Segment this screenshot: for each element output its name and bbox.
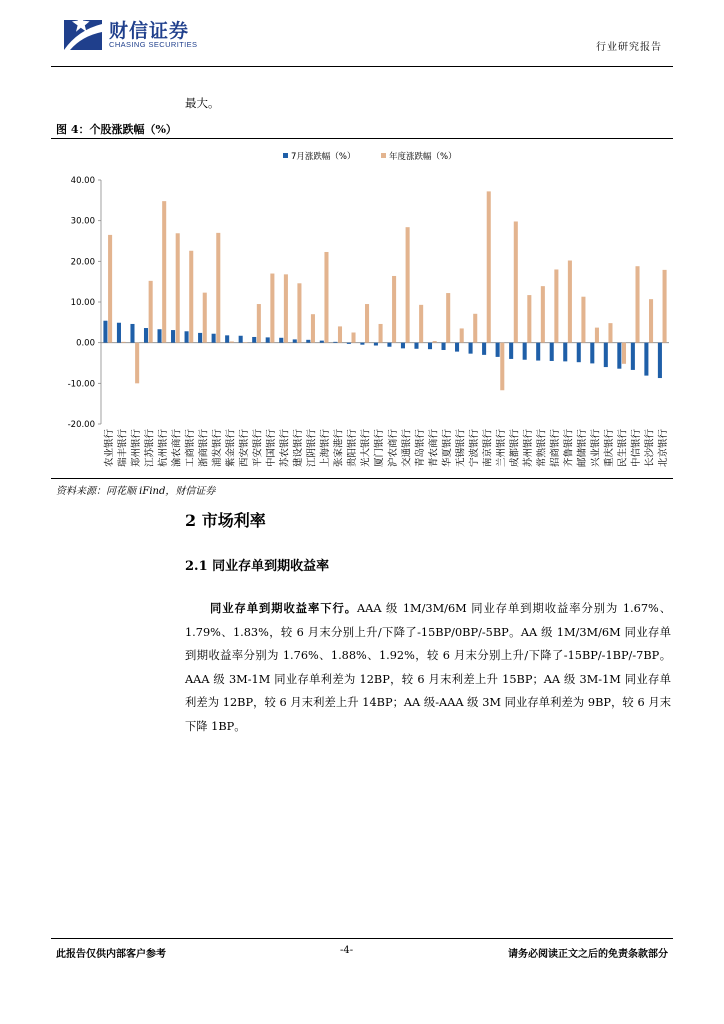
bar-july-change [320,341,324,343]
bar-july-change [279,338,283,343]
bar-july-change [387,343,391,347]
x-category-label: 青农商行 [428,429,440,468]
x-category-label: 平安银行 [252,429,264,468]
x-category-label: 紫金银行 [225,429,237,468]
bar-ytd-change [433,341,437,343]
bar-ytd-change [581,297,585,343]
company-logo [62,14,202,56]
bar-ytd-change [203,293,207,343]
x-category-label: 浙商银行 [198,429,210,468]
bar-july-change [658,343,662,378]
bar-july-change [442,343,446,350]
bar-july-change [360,343,364,345]
bar-july-change [306,340,310,343]
logo-chinese-name: 财信证券 [109,20,190,42]
legend-label-ytd: 年度涨跌幅（%） [389,152,457,162]
chart-bars [103,191,666,390]
bar-ytd-change [419,305,423,343]
stock-change-bar-chart [51,140,673,476]
x-category-label: 苏州银行 [523,429,534,468]
bar-july-change [617,343,621,369]
footer-divider [51,938,673,939]
bar-july-change [496,343,500,357]
bar-july-change [198,333,202,343]
bar-july-change [509,343,513,359]
x-category-label: 邮储银行 [577,429,589,468]
bar-july-change [590,343,594,364]
bar-july-change [212,334,216,343]
x-category-label: 兰州银行 [495,429,507,468]
bar-ytd-change [270,274,274,343]
bar-july-change [414,343,418,349]
x-category-label: 瑞丰银行 [117,429,129,468]
y-tick-label: 20.00 [70,257,95,268]
y-tick-label: -20.00 [67,420,95,430]
x-category-label: 民生银行 [617,429,629,468]
bar-ytd-change [460,328,464,342]
bar-ytd-change [541,286,545,343]
bar-ytd-change [514,221,518,342]
legend-label-july: 7月涨跌幅（%） [291,152,356,162]
y-tick-label: 40.00 [70,176,95,186]
bar-july-change [401,343,405,349]
legend-swatch-july [283,153,288,158]
bar-july-change [374,343,378,346]
x-category-label: 贵阳银行 [347,429,359,468]
footer-disclaimer-right: 请务必阅读正文之后的免责条款部分 [508,949,668,960]
bar-july-change [130,324,134,343]
x-category-label: 江阴银行 [306,429,318,468]
x-category-label: 苏农银行 [279,429,291,468]
bar-ytd-change [176,233,180,342]
x-category-label: 宁波银行 [468,429,480,468]
x-category-label: 江苏银行 [144,429,156,468]
paragraph-body: AAA 级 1M/3M/6M 同业存单到期收益率分别为 1.67%、1.79%、1.83%，较 6 月末分别上升/下降了-15BP/0BP/-5BP。AA 级 1M/3M/6M 同业存单到期收益率分别为 1.76%、1.88%、1.92%，较 6 月末分别上升/下降了-15BP/-1BP/-7BP。AAA 级 3M-1M 同业存单利差为 12BP，较 6 月末利差上升 15BP；AA 级 3M-1M 同业存单利差为 12BP，较 6 月末利差上升 14BP；AA 级-AAA 级 3M 同业存单利差为 9BP，较 6 月末下降 1BP。 [185,602,671,733]
bar-ytd-change [108,235,112,343]
bar-july-change [577,343,581,363]
bar-ytd-change [284,274,288,342]
bar-ytd-change [608,323,612,343]
x-category-label: 长沙银行 [644,429,656,468]
figure-source: 资料来源：同花顺 iFind，财信证券 [56,486,216,497]
bar-ytd-change [635,266,639,342]
bar-july-change [563,343,567,362]
bar-ytd-change [257,304,261,343]
bar-ytd-change [365,304,369,343]
x-category-label: 南京银行 [482,429,494,468]
x-category-label: 齐鲁银行 [563,429,575,468]
bar-july-change [482,343,486,355]
x-category-label: 沪农商行 [387,429,399,468]
bar-ytd-change [379,324,383,343]
x-category-label: 成都银行 [509,429,521,468]
bar-ytd-change [162,201,166,343]
bar-july-change [144,328,148,343]
x-axis-labels [103,429,669,468]
x-category-label: 渝农商行 [171,429,183,468]
figure-top-rule [51,138,673,139]
body-paragraph [185,597,671,738]
bar-ytd-change [663,270,667,343]
x-category-label: 华夏银行 [441,429,453,468]
header-divider [51,66,673,67]
bar-ytd-change [243,342,247,343]
bar-ytd-change [351,333,355,343]
bar-ytd-change [297,283,301,342]
bar-july-change [333,342,337,343]
bar-ytd-change [568,261,572,343]
y-tick-label: 0.00 [76,338,95,349]
bar-ytd-change [446,293,450,343]
section-heading: 2 市场利率 [185,511,266,530]
x-category-label: 郑州银行 [130,429,142,468]
bar-july-change [644,343,648,376]
x-category-label: 常熟银行 [536,429,548,468]
bar-july-change [604,343,608,367]
bar-july-change [252,337,256,343]
page-number: -4- [340,945,354,956]
bar-july-change [631,343,635,370]
bar-july-change [239,336,243,343]
bar-ytd-change [527,295,531,343]
y-tick-label: 30.00 [70,216,95,227]
x-category-label: 杭州银行 [157,429,169,468]
y-tick-label: -10.00 [67,379,95,390]
bar-july-change [523,343,527,360]
x-category-label: 西安银行 [239,429,250,468]
bar-ytd-change [338,326,342,342]
x-category-label: 招商银行 [550,429,562,468]
bar-ytd-change [473,314,477,343]
x-category-label: 青岛银行 [414,429,426,468]
bar-ytd-change [487,191,491,342]
bar-july-change [469,343,473,354]
x-category-label: 重庆银行 [604,429,616,468]
figure-bottom-rule [51,478,673,479]
bar-ytd-change [324,252,328,343]
y-tick-label: 10.00 [70,298,95,308]
x-category-label: 建设银行 [293,429,305,468]
bar-ytd-change [554,269,558,342]
x-category-label: 厦门银行 [374,429,386,468]
chart-legend [283,151,457,162]
x-category-label: 上海银行 [320,429,332,468]
bar-ytd-change [230,341,234,342]
bar-july-change [103,321,107,343]
bar-july-change [158,329,162,342]
bar-july-change [117,323,121,343]
bar-ytd-change [595,328,599,343]
bar-ytd-change [311,314,315,342]
figure-title: 图 4：个股涨跌幅（%） [56,123,177,136]
bar-july-change [266,337,270,342]
x-category-label: 张家港行 [333,429,345,468]
bar-july-change [347,343,351,344]
bar-ytd-change [392,276,396,343]
legend-swatch-ytd [381,153,386,158]
bar-july-change [225,335,229,342]
x-category-label: 农业银行 [103,429,115,468]
x-category-label: 无锡银行 [455,429,467,468]
bar-ytd-change [122,342,126,343]
x-category-label: 交通银行 [401,429,413,468]
y-axis [68,176,669,430]
bar-july-change [185,331,189,342]
bar-ytd-change [500,343,504,391]
x-category-label: 中信银行 [631,429,643,468]
bar-july-change [455,343,459,352]
bar-ytd-change [135,343,139,384]
bar-ytd-change [649,299,653,343]
x-category-label: 中国银行 [266,429,278,468]
bar-july-change [536,343,540,361]
bar-july-change [550,343,554,361]
bar-ytd-change [216,233,220,343]
bar-ytd-change [406,227,410,342]
report-type-label: 行业研究报告 [596,42,662,53]
x-category-label: 光大银行 [360,429,372,468]
bar-july-change [171,330,175,343]
logo-mark-icon [62,14,104,52]
x-category-label: 北京银行 [658,429,670,468]
x-category-label: 工商银行 [184,429,196,468]
subsection-heading: 2.1 同业存单到期收益率 [185,559,330,574]
footer-disclaimer-left: 此报告仅供内部客户参考 [56,949,166,960]
bar-july-change [293,339,297,342]
x-category-label: 兴业银行 [590,429,602,468]
paragraph-lead: 同业存单到期收益率下行。 [209,601,358,615]
bar-ytd-change [622,343,626,364]
logo-english-name: CHASING SECURITIES [109,40,198,49]
previous-paragraph-tail: 最大。 [185,96,220,110]
x-category-label: 浦发银行 [211,429,223,468]
bar-ytd-change [189,251,193,343]
bar-ytd-change [149,281,153,343]
bar-july-change [428,343,432,350]
